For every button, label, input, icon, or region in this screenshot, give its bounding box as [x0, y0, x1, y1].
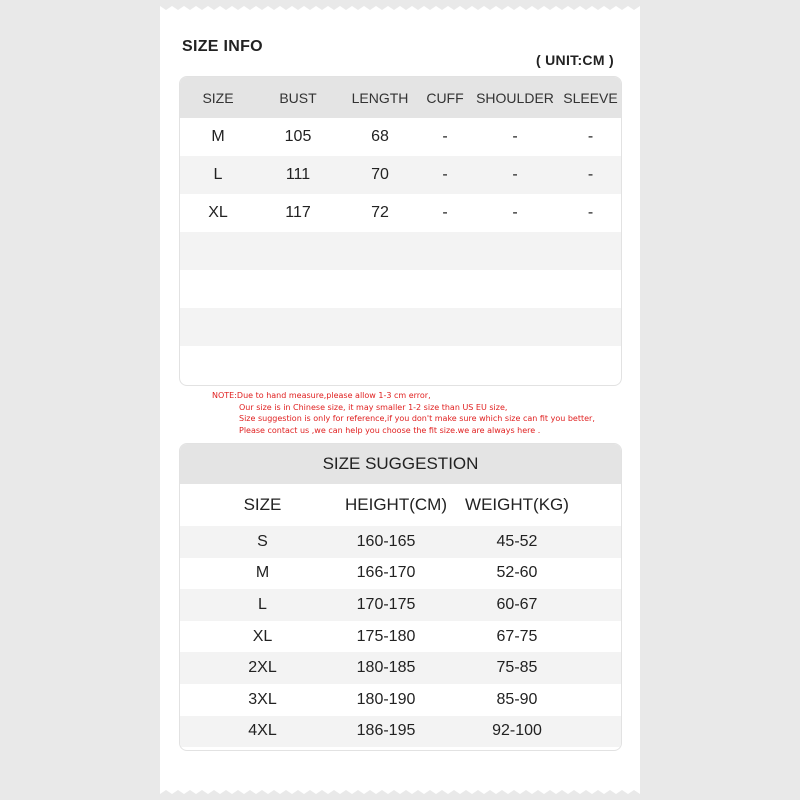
cell-height: 166-170 — [356, 564, 416, 582]
table-row — [180, 526, 621, 558]
cell-size: M — [211, 128, 225, 145]
table-row — [180, 684, 621, 716]
size-suggestion-header-row — [180, 484, 621, 526]
cell-weight: 67-75 — [496, 627, 538, 645]
table-row — [180, 652, 621, 684]
cell-weight: 92-100 — [492, 722, 542, 740]
bottom-zigzag-edge — [160, 790, 640, 800]
cell-size: 4XL — [248, 722, 277, 740]
header-height: HEIGHT(CM) — [345, 495, 447, 514]
cell-cuff: - — [442, 166, 448, 183]
cell-length: 70 — [371, 166, 389, 183]
table-row — [180, 589, 621, 621]
cell-length: 72 — [371, 204, 389, 221]
size-info-table — [179, 76, 622, 386]
cell-size: L — [258, 595, 267, 613]
header-shoulder: SHOULDER — [476, 89, 554, 106]
empty-table-row — [180, 346, 621, 384]
size-suggestion-table — [179, 443, 622, 751]
cell-size: L — [213, 166, 223, 183]
cell-length: 68 — [371, 128, 389, 145]
header-sleeve: SLEEVE — [563, 89, 618, 106]
note-line: Please contact us ,we can help you choose the fit size.we are always here . — [239, 425, 541, 435]
cell-sleeve: - — [587, 204, 594, 221]
header-cuff: CUFF — [426, 89, 464, 106]
header-bust: BUST — [279, 89, 317, 106]
cell-weight: 45-52 — [496, 532, 538, 550]
top-zigzag-edge — [160, 0, 640, 10]
note-line: NOTE:Due to hand measure,please allow 1-3 cm error, — [212, 391, 431, 400]
size-suggestion-title: SIZE SUGGESTION — [180, 444, 621, 484]
header-weight: WEIGHT(KG) — [465, 495, 569, 514]
table-row — [180, 118, 621, 156]
cell-bust: 117 — [285, 204, 311, 221]
cell-weight: 75-85 — [496, 659, 538, 677]
note-line: Size suggestion is only for reference,if you don't make sure which size can fit you better, — [239, 414, 595, 423]
cell-size: S — [257, 532, 268, 550]
cell-cuff: - — [442, 204, 448, 221]
cell-size: 2XL — [248, 659, 277, 677]
empty-table-row — [180, 308, 621, 346]
note-line: Our size is in Chinese size, it may smaller 1-2 size than US EU size, — [239, 402, 508, 412]
cell-cuff: - — [442, 128, 448, 145]
cell-height: 180-185 — [356, 659, 416, 677]
cell-sleeve: - — [587, 166, 594, 183]
header-length: LENGTH — [351, 89, 409, 106]
table-row — [180, 194, 621, 232]
cell-height: 170-175 — [356, 595, 416, 613]
unit-label: ( UNIT:CM ) — [536, 52, 614, 68]
cell-shoulder: - — [512, 128, 518, 145]
empty-table-row — [180, 270, 621, 308]
measurement-note — [212, 390, 632, 436]
cell-sleeve: - — [587, 128, 594, 145]
size-info-header-row — [180, 77, 621, 118]
cell-bust: 111 — [285, 166, 311, 183]
cell-shoulder: - — [512, 166, 518, 183]
cell-weight: 60-67 — [496, 595, 538, 613]
cell-weight: 52-60 — [496, 564, 538, 582]
cell-size: M — [255, 564, 270, 582]
table-row — [180, 558, 621, 590]
cell-height: 160-165 — [356, 532, 416, 550]
table-row — [180, 156, 621, 194]
cell-height: 175-180 — [356, 627, 416, 645]
cell-size: 3XL — [248, 690, 277, 708]
cell-size: XL — [252, 627, 273, 645]
size-info-title: SIZE INFO — [182, 38, 263, 55]
table-row — [180, 716, 621, 748]
header-size: SIZE — [243, 495, 282, 514]
cell-height: 186-195 — [356, 722, 416, 740]
table-row — [180, 621, 621, 653]
header-size: SIZE — [202, 89, 234, 106]
cell-bust: 105 — [284, 128, 312, 145]
cell-height: 180-190 — [356, 690, 416, 708]
empty-table-row — [180, 232, 621, 270]
cell-size: XL — [208, 204, 228, 221]
cell-weight: 85-90 — [496, 690, 538, 708]
cell-shoulder: - — [512, 204, 518, 221]
